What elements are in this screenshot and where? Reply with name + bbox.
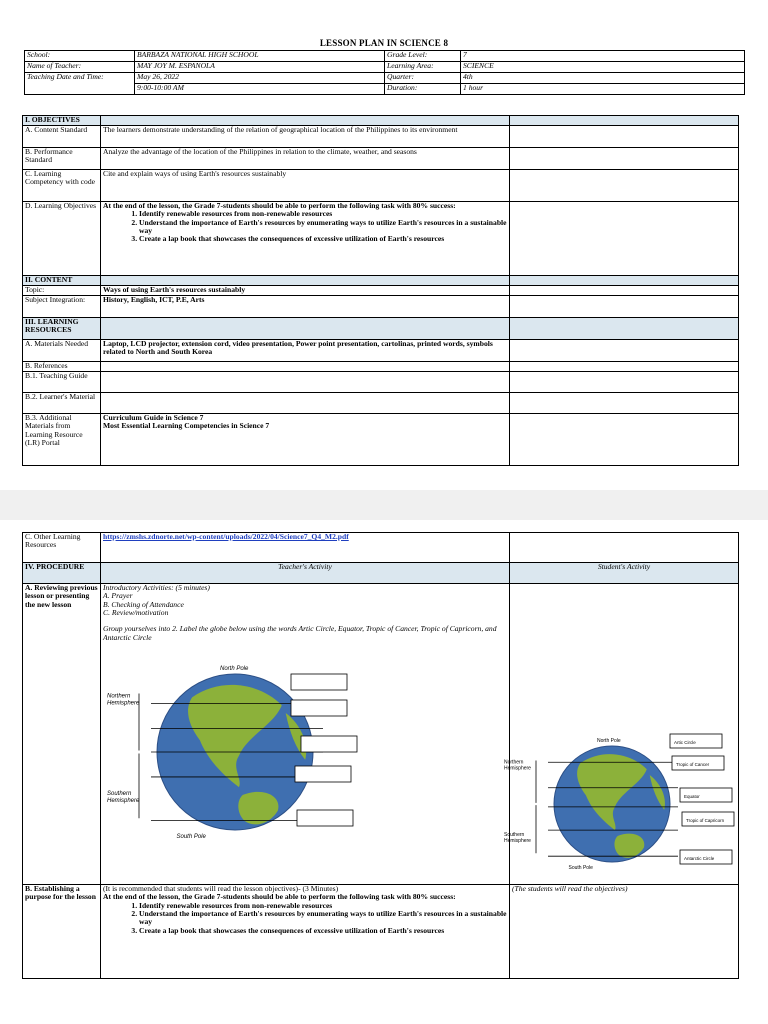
reviewing-activity xyxy=(101,584,510,885)
date-label: Teaching Date and Time: xyxy=(25,73,135,95)
content-header: II. CONTENT xyxy=(23,276,101,286)
page-2 xyxy=(0,520,768,1024)
label-box-text: Tropic of Capricorn xyxy=(686,818,725,823)
learning-objectives-label: D. Learning Objectives xyxy=(23,202,101,276)
label-box xyxy=(297,810,353,826)
teaching-guide-label: B.1. Teaching Guide xyxy=(23,372,101,393)
table-row xyxy=(23,296,739,318)
grade-label: Grade Level: xyxy=(385,51,461,62)
page-1 xyxy=(0,0,768,490)
label-box xyxy=(301,736,357,752)
table-row xyxy=(23,393,739,414)
table-row xyxy=(23,276,739,286)
north-pole-label: North Pole xyxy=(220,666,249,673)
globe-diagram-blank xyxy=(105,662,375,842)
label-box-text: Tropic of Cancer xyxy=(676,762,710,767)
info-table xyxy=(24,50,745,95)
area-label: Learning Area: xyxy=(385,62,461,73)
lr-portal-value xyxy=(101,414,510,466)
globe-diagram-labeled xyxy=(504,724,737,884)
table-row xyxy=(23,414,739,466)
list-item: 2. Understand the importance of Earth's resources by enumerating ways to utilize Earth's resources in a sustainable way xyxy=(139,910,507,927)
purpose-student: (The students will read the objectives) xyxy=(510,885,739,979)
northern-hemisphere-label: Northern xyxy=(107,693,131,700)
reviewing-label: A. Reviewing previous lesson or presenting the new lesson xyxy=(23,584,101,885)
purpose-label: B. Establishing a purpose for the lesson xyxy=(23,885,101,979)
school-label: School: xyxy=(25,51,135,62)
lr-line: Most Essential Learning Competencies in Science 7 xyxy=(103,421,270,431)
student-activity-header: Student's Activity xyxy=(510,563,739,584)
integration-value: History, English, ICT, P.E, Arts xyxy=(101,296,510,318)
objectives-intro: At the end of the lesson, the Grade 7-students should be able to perform the following task with 80% success: xyxy=(103,201,456,210)
table-row xyxy=(23,202,739,276)
content-standard-value: The learners demonstrate understanding of the relation of geographical location of the Philippines to its environment xyxy=(101,126,510,148)
teacher-label: Name of Teacher: xyxy=(25,62,135,73)
list-item: 1. Identify renewable resources from non-renewable resources xyxy=(139,902,507,910)
table-row xyxy=(23,286,739,296)
label-box xyxy=(291,674,347,690)
activity-line: C. Review/motivation xyxy=(103,608,169,618)
table-row xyxy=(25,62,745,73)
table-row xyxy=(23,170,739,202)
teacher-activity-header: Teacher's Activity xyxy=(101,563,510,584)
label-box-text: Antarctic Circle xyxy=(684,856,715,861)
table-row xyxy=(25,51,745,62)
list-item: 2. Understand the importance of Earth's resources by enumerating ways to utilize Earth's resources in a sustainable way xyxy=(139,219,507,236)
label-box-text: Artic Circle xyxy=(674,740,696,745)
quarter-value: 4th xyxy=(461,73,745,84)
performance-standard-label: B. Performance Standard xyxy=(23,148,101,170)
learners-material-label: B.2. Learner's Material xyxy=(23,393,101,414)
south-pole-label: South Pole xyxy=(176,834,206,841)
topic-label: Topic: xyxy=(23,286,101,296)
table-row xyxy=(23,148,739,170)
label-box-text: Equator xyxy=(684,794,700,799)
table-row xyxy=(25,73,745,84)
materials-value: Laptop, LCD projector, extension cord, video presentation, Power point presentation, cartolinas, printed words, symbols related to North and South Korea xyxy=(101,340,510,362)
duration-value: 1 hour xyxy=(461,84,745,95)
duration-label: Duration: xyxy=(385,84,461,95)
objectives-intro: At the end of the lesson, the Grade 7-students should be able to perform the following task with 80% success: xyxy=(103,892,456,902)
table-row xyxy=(23,885,739,979)
north-pole-label: North Pole xyxy=(597,738,621,744)
lr-portal-label: B.3. Additional Materials from Learning Resource (LR) Portal xyxy=(23,414,101,466)
southern-hemisphere-label: Hemisphere xyxy=(504,837,531,844)
procedure-header: IV. PROCEDURE xyxy=(23,563,101,584)
list-item: 1. Identify renewable resources from non-renewable resources xyxy=(139,210,507,218)
group-task: Group yourselves into 2. Label the globe below using the words Artic Circle, Equator, Tropic of Cancer, Tropic of Capricorn, and Antarctic Circle xyxy=(103,624,497,642)
time-value: 9:00-10:00 AM xyxy=(135,84,385,95)
teacher-value: MAY JOY M. ESPANOLA xyxy=(135,62,385,73)
resource-link[interactable]: https://zmshs.zdnorte.net/wp-content/uploads/2022/04/Science7_Q4_M2.pdf xyxy=(103,532,349,541)
south-pole-label: South Pole xyxy=(568,865,593,871)
northern-hemisphere-label: Hemisphere xyxy=(504,765,531,772)
learning-objectives-value xyxy=(101,202,510,276)
lesson-table-2 xyxy=(22,532,739,979)
table-row xyxy=(23,563,739,584)
performance-standard-value: Analyze the advantage of the location of the Philippines in relation to the climate, weather, and seasons xyxy=(101,148,510,170)
quarter-label: Quarter: xyxy=(385,73,461,84)
student-globe-cell xyxy=(504,584,739,885)
integration-label: Subject Integration: xyxy=(23,296,101,318)
label-box xyxy=(291,700,347,716)
table-row xyxy=(23,340,739,362)
lesson-table-1 xyxy=(22,115,739,466)
northern-hemisphere-label: Northern xyxy=(504,759,524,766)
competency-label: C. Learning Competency with code xyxy=(23,170,101,202)
purpose-note: (It is recommended that students will read the lesson objectives)- (3 Minutes) xyxy=(103,884,339,893)
table-row xyxy=(23,584,739,885)
school-value: BARBAZA NATIONAL HIGH SCHOOL xyxy=(135,51,385,62)
table-row xyxy=(23,533,739,563)
other-resources-label: C. Other Learning Resources xyxy=(23,533,101,563)
references-label: B. References xyxy=(23,362,101,372)
table-row xyxy=(23,372,739,393)
list-item: 3. Create a lap book that showcases the consequences of excessive utilization of Earth's resources xyxy=(139,927,507,935)
activity-line: A. Prayer xyxy=(103,591,133,601)
materials-label: A. Materials Needed xyxy=(23,340,101,362)
table-row xyxy=(23,318,739,340)
label-box xyxy=(295,766,351,782)
table-row xyxy=(23,116,739,126)
content-standard-label: A. Content Standard xyxy=(23,126,101,148)
table-row xyxy=(23,126,739,148)
southern-hemisphere-label: Southern xyxy=(107,790,132,797)
list-item: 3. Create a lap book that showcases the consequences of excessive utilization of Earth's resources xyxy=(139,235,507,243)
topic-value: Ways of using Earth's resources sustainably xyxy=(101,286,510,296)
southern-hemisphere-label: Hemisphere xyxy=(107,797,140,804)
activity-line: B. Checking of Attendance xyxy=(103,599,184,609)
purpose-activity xyxy=(101,885,510,979)
grade-value: 7 xyxy=(461,51,745,62)
page-title: LESSON PLAN IN SCIENCE 8 xyxy=(319,38,449,48)
southern-hemisphere-label: Southern xyxy=(504,831,525,838)
area-value: SCIENCE xyxy=(461,62,745,73)
resources-header: III. LEARNING RESOURCES xyxy=(23,318,101,340)
table-row xyxy=(23,362,739,372)
objectives-header: I. OBJECTIVES xyxy=(23,116,101,126)
competency-value: Cite and explain ways of using Earth's resources sustainably xyxy=(101,170,510,202)
lr-line: Curriculum Guide in Science 7 xyxy=(103,413,204,422)
northern-hemisphere-label: Hemisphere xyxy=(107,700,140,707)
date-value: May 26, 2022 xyxy=(135,73,385,84)
activity-line: Introductory Activities: (5 minutes) xyxy=(103,583,210,592)
